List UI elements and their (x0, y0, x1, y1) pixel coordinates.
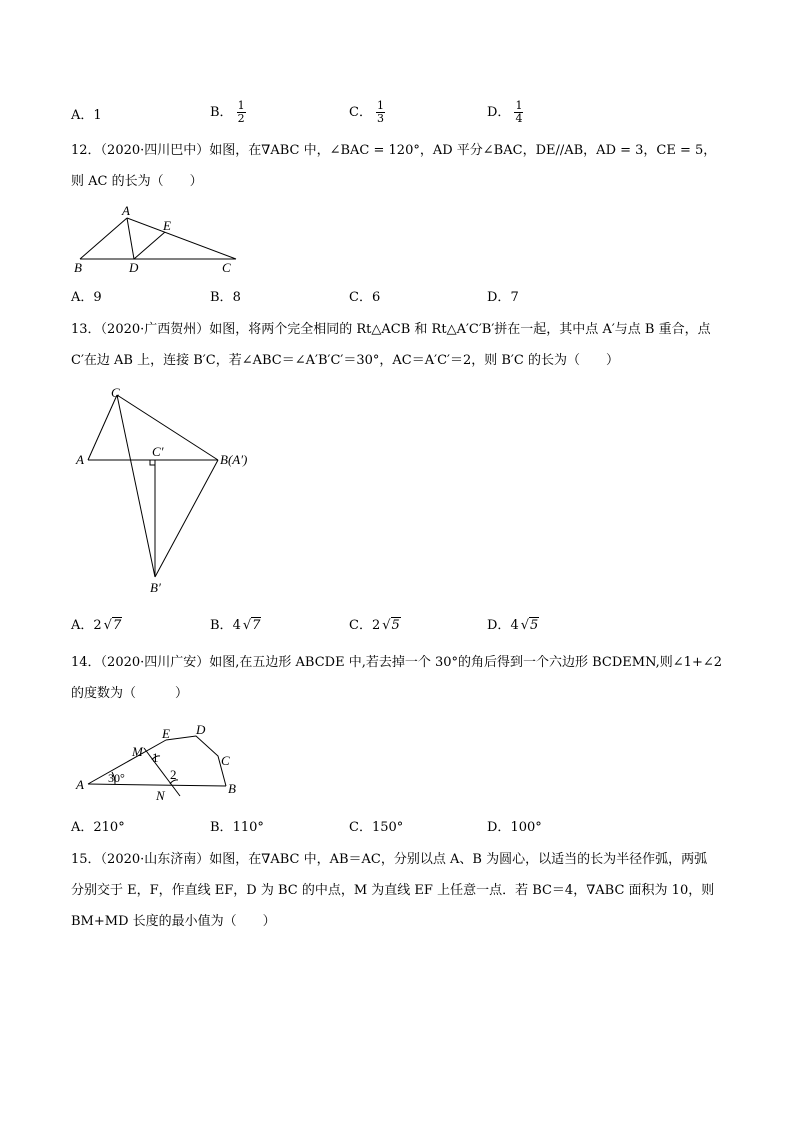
option-letter: C． (349, 618, 372, 633)
label-angle-1: 1 (152, 750, 159, 765)
coefficient: 2 (371, 618, 381, 633)
q13-option-b (210, 616, 261, 636)
coefficient: 4 (232, 618, 241, 633)
label-c: C (221, 753, 230, 768)
option-letter: A． (71, 618, 94, 633)
q13-stem-line2: C′在边 AB 上，连接 B′C，若∠ABC＝∠A′B′C′＝30°，AC＝A′C′＝2，则 B′C 的长为（ ） (71, 353, 619, 368)
label-b: B (74, 260, 82, 275)
label-n: N (156, 788, 165, 803)
label-bp: B′ (150, 580, 161, 595)
q13-figure (70, 380, 270, 600)
segment-ac (88, 395, 117, 460)
option-letter: A． (71, 108, 94, 123)
radicand: 7 (112, 618, 122, 633)
q11-option-d (487, 100, 523, 125)
q13-option-c (349, 616, 401, 636)
numerator: 1 (237, 99, 245, 112)
q15-stem-line1: 15．（2020·山东济南）如图，在∇ABC 中，AB＝AC，分别以点 A、B 为圆心，以适当的长为半径作弧，两弧 (71, 852, 708, 867)
option-letter: C． (349, 820, 372, 835)
q11-option-a (71, 106, 102, 126)
numerator: 1 (376, 99, 384, 112)
option-value: 110° (232, 820, 264, 835)
option-value: 8 (232, 290, 241, 305)
segment-cb (117, 395, 218, 460)
q14-stem-line1: 14．（2020·四川广安）如图,在五边形 ABCDE 中,若去掉一个 30°的角后得到一个六边形 BCDEMN,则∠1+∠2 (71, 655, 722, 670)
option-letter: C． (349, 290, 372, 305)
option-letter: B． (210, 290, 233, 305)
label-c: C (111, 385, 120, 400)
segment-ab (80, 218, 127, 259)
label-d: D (196, 722, 206, 737)
segment-de (134, 232, 165, 259)
label-angle-30: 30° (108, 771, 125, 785)
option-value: 7 (510, 290, 519, 305)
q14-stem-line2: 的度数为（ ） (71, 686, 189, 701)
coefficient: 2 (93, 618, 102, 633)
segment-cbp (117, 395, 155, 577)
label-e: E (163, 218, 171, 233)
q12-option-b (210, 288, 241, 308)
radicand: 5 (530, 618, 539, 633)
option-letter: B． (210, 820, 233, 835)
q11-option-c (349, 100, 385, 125)
numerator: 1 (515, 99, 523, 112)
denominator: 4 (515, 112, 523, 125)
radicand: 5 (391, 618, 400, 633)
label-a: A (122, 203, 130, 218)
radical: √7 (242, 618, 261, 633)
option-letter: B． (210, 618, 233, 633)
q14-figure (70, 718, 250, 808)
radicand: 7 (252, 618, 261, 633)
label-b: B(A′) (220, 452, 248, 467)
option-value: 100° (510, 820, 542, 835)
fraction (237, 100, 246, 125)
q12-figure (70, 200, 250, 280)
option-value: 1 (93, 108, 102, 123)
q13-option-d (487, 616, 539, 636)
option-value: 6 (371, 290, 381, 305)
coefficient: 4 (510, 618, 519, 633)
q14-option-b (210, 818, 264, 838)
option-letter: C． (349, 105, 372, 120)
denominator: 3 (376, 112, 384, 125)
right-angle-mark (150, 460, 155, 465)
label-b: B (228, 781, 236, 796)
q14-option-c (349, 818, 403, 838)
q11-option-b (210, 100, 246, 125)
label-a: A (76, 777, 84, 792)
q14-option-a (71, 818, 125, 838)
radical: √7 (103, 618, 122, 633)
q12-stem-line2: 则 AC 的长为（ ） (71, 174, 203, 189)
label-d: D (129, 260, 139, 275)
segment-ac (127, 218, 236, 259)
option-letter: A． (71, 290, 94, 305)
radical: √5 (520, 618, 539, 633)
q15-stem-line2: 分别交于 E，F，作直线 EF，D 为 BC 的中点，M 为直线 EF 上任意一点．若 BC＝4，∇ABC 面积为 10，则 (71, 883, 715, 898)
q13-option-a (71, 616, 122, 636)
q12-stem-line1: 12．（2020·四川巴中）如图，在∇ABC 中，∠BAC = 120°，AD 平分∠BAC，DE//AB，AD = 3，CE = 5， (71, 143, 717, 158)
denominator: 2 (237, 112, 245, 125)
q14-option-d (487, 818, 542, 838)
fraction (376, 100, 385, 125)
label-a: A (76, 452, 84, 467)
label-m: M (132, 744, 143, 759)
option-letter: A． (71, 820, 94, 835)
q12-option-d (487, 288, 519, 308)
q13-stem-line1: 13．（2020·广西贺州）如图，将两个完全相同的 Rt△ACB 和 Rt△A′C′B′拼在一起，其中点 A′与点 B 重合，点 (71, 322, 711, 337)
option-letter: D． (487, 820, 511, 835)
option-letter: D． (487, 618, 511, 633)
option-value: 9 (93, 290, 102, 305)
segment-ad (127, 218, 134, 259)
label-angle-2: 2 (170, 767, 177, 782)
fraction (514, 100, 523, 125)
option-letter: D． (487, 290, 511, 305)
label-c: C (222, 260, 231, 275)
option-letter: D． (487, 105, 511, 120)
option-letter: B． (210, 105, 233, 120)
q12-option-c (349, 288, 380, 308)
q12-option-a (71, 288, 102, 308)
label-e: E (162, 726, 170, 741)
radical: √5 (382, 618, 400, 633)
q15-stem-line3: BM+MD 长度的最小值为（ ） (71, 914, 276, 929)
label-cp: C′ (152, 444, 164, 459)
option-value: 150° (371, 820, 404, 835)
option-value: 210° (93, 820, 125, 835)
segment-bbp (155, 460, 218, 577)
